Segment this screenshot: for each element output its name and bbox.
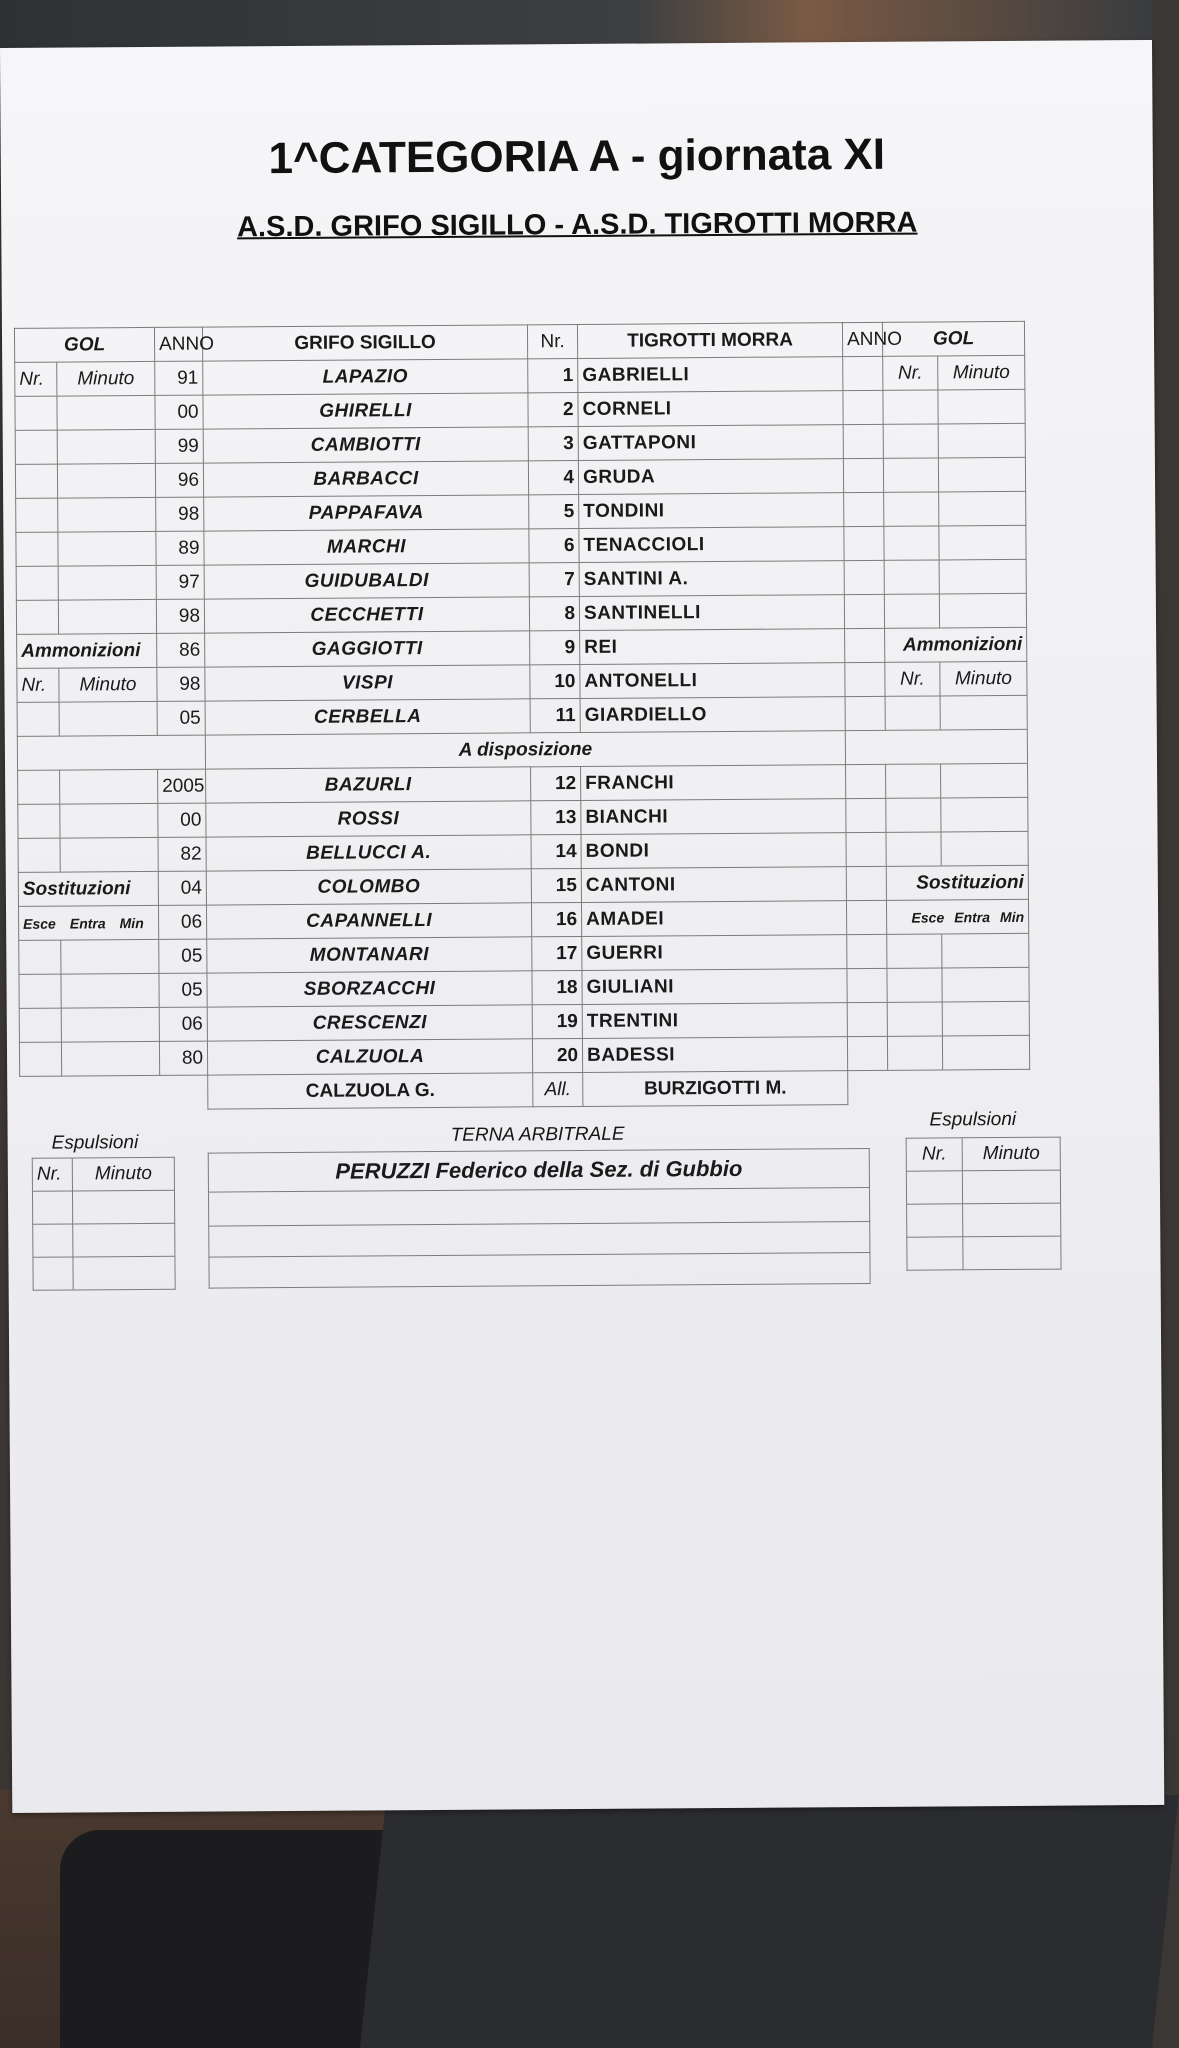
home-player-year: 91: [155, 361, 203, 395]
player-number: 5: [529, 494, 579, 528]
home-gol-nr-header: Nr.: [15, 362, 57, 396]
home-player-name: CECCHETTI: [204, 597, 529, 633]
home-player-year: 98: [156, 497, 204, 531]
player-number: 14: [531, 834, 581, 868]
player-number: 6: [529, 528, 579, 562]
left-blank: [17, 735, 205, 770]
away-player-name: GUERRI: [582, 935, 847, 971]
away-event-min: [938, 457, 1025, 492]
home-event-min: [60, 803, 158, 838]
referee-name: PERUZZI Federico della Sez. di Gubbio: [208, 1148, 869, 1192]
away-player-name: FRANCHI: [581, 765, 846, 801]
away-player-name: TRENTINI: [582, 1003, 847, 1039]
away-event-min: [939, 525, 1026, 560]
away-exp-cell: [906, 1171, 962, 1204]
player-number: 20: [532, 1038, 582, 1072]
home-player-name: BELLUCCI A.: [206, 835, 531, 871]
away-ammonizioni-label: Ammonizioni: [885, 627, 1027, 662]
home-player-year: 05: [157, 701, 205, 735]
away-team-header: TIGROTTI MORRA: [577, 323, 842, 359]
match-sheet-paper: [0, 40, 1164, 1813]
home-event-nr: [16, 532, 58, 566]
home-sub-entra-header: Entra: [69, 914, 106, 932]
away-player-name: GRUDA: [578, 459, 843, 495]
home-exp-nr-header: Nr.: [32, 1158, 72, 1191]
player-number: 9: [530, 630, 580, 664]
away-sostituzioni-label: Sostituzioni: [886, 865, 1028, 900]
away-event-nr: [887, 1002, 942, 1036]
home-gol-min-header: Minuto: [57, 361, 155, 396]
away-event-min: [941, 763, 1028, 798]
away-player-year: [844, 560, 884, 594]
away-event-min: [941, 831, 1028, 866]
away-player-name: BADESSI: [582, 1037, 847, 1073]
away-event-min: [941, 797, 1028, 832]
home-player-year: 89: [156, 531, 204, 565]
away-exp-cell: [963, 1236, 1061, 1270]
away-expulsions-grid: [906, 1137, 1062, 1271]
away-amm-min-header: Minuto: [940, 661, 1027, 696]
away-gol-nr-header: Nr.: [883, 356, 938, 390]
coach-right-blank: [848, 1069, 1030, 1104]
coach-left-blank: [20, 1075, 208, 1110]
away-player-year: [847, 968, 887, 1002]
match-title: [1, 205, 1153, 246]
away-player-name: GATTAPONI: [578, 425, 843, 461]
home-event-nr: [19, 1008, 61, 1042]
away-event-min: [942, 1035, 1029, 1070]
away-player-name: CORNELI: [578, 391, 843, 427]
home-player-year: 97: [156, 565, 204, 599]
home-player-name: CERBELLA: [205, 699, 530, 735]
home-exp-cell: [73, 1256, 175, 1290]
player-number: 2: [528, 392, 578, 426]
home-event-nr: [16, 566, 58, 600]
player-number: 16: [531, 902, 581, 936]
referee-assistant-3: [209, 1252, 870, 1288]
home-event-min: [57, 395, 155, 430]
away-gol-min-header: Minuto: [938, 355, 1025, 390]
away-player-year: [844, 526, 884, 560]
player-number: 4: [528, 460, 578, 494]
away-player-name: TONDINI: [579, 493, 844, 529]
away-event-nr: [887, 968, 942, 1002]
away-event-nr: [886, 764, 941, 798]
sheet-title: 1^CATEGORIA A - giornata XI: [268, 129, 886, 184]
home-event-nr: [15, 464, 57, 498]
home-sub-esce-header: Esce: [23, 915, 56, 932]
away-event-nr: [884, 560, 939, 594]
away-player-year: [846, 866, 886, 900]
home-event-nr: [19, 940, 61, 974]
away-player-year: [844, 594, 884, 628]
away-player-year: [843, 458, 883, 492]
player-number: 12: [531, 766, 581, 800]
away-player-name: AMADEI: [581, 901, 846, 937]
away-player-name: TENACCIOLI: [579, 527, 844, 563]
background-dark-object: [360, 1795, 1179, 2048]
away-exp-cell: [907, 1204, 963, 1237]
player-number: 10: [530, 664, 580, 698]
home-gol-header: GOL: [14, 327, 154, 362]
home-player-name: VISPI: [205, 665, 530, 701]
referee-grid: [208, 1148, 871, 1289]
home-event-min: [61, 1007, 159, 1042]
coaches-row: [20, 1069, 1030, 1110]
player-number: 19: [532, 1004, 582, 1038]
away-player-year: [846, 764, 886, 798]
away-event-nr: [883, 424, 938, 458]
home-exp-cell: [32, 1191, 72, 1224]
away-event-min: [942, 967, 1029, 1002]
home-event-nr: [15, 430, 57, 464]
away-player-year: [845, 696, 885, 730]
home-event-min: [61, 1041, 159, 1076]
home-sub-header: [18, 905, 158, 940]
away-player-year: [844, 492, 884, 526]
player-number: 3: [528, 426, 578, 460]
home-player-name: PAPPAFAVA: [204, 495, 529, 531]
away-event-min: [939, 491, 1026, 526]
away-event-nr: [884, 526, 939, 560]
away-player-name: ANTONELLI: [580, 663, 845, 699]
home-event-nr: [15, 396, 57, 430]
coach-label: All.: [533, 1072, 583, 1106]
away-event-nr: [884, 492, 939, 526]
away-exp-cell: [962, 1170, 1060, 1204]
home-player-year: 00: [158, 803, 206, 837]
home-player-year: 06: [159, 905, 207, 939]
home-player-year: 98: [156, 599, 204, 633]
away-event-min: [940, 695, 1027, 730]
away-event-min: [942, 933, 1029, 968]
away-amm-nr-header: Nr.: [885, 662, 940, 696]
home-player-name: CRESCENZI: [207, 1005, 532, 1041]
away-player-name: GABRIELLI: [578, 357, 843, 393]
away-player-name: BIANCHI: [581, 799, 846, 835]
home-amm-nr-header: Nr.: [17, 668, 59, 702]
home-player-name: LAPAZIO: [203, 359, 528, 395]
player-number: 8: [529, 596, 579, 630]
away-event-nr: [883, 390, 938, 424]
away-event-min: [938, 389, 1025, 424]
home-expulsions-label: Espulsioni: [51, 1132, 139, 1154]
away-player-year: [847, 1002, 887, 1036]
away-event-nr: [883, 458, 938, 492]
away-player-year: [847, 934, 887, 968]
home-player-year: 99: [155, 429, 203, 463]
home-player-name: ROSSI: [206, 801, 531, 837]
away-player-year: [843, 356, 883, 390]
home-event-min: [58, 531, 156, 566]
player-number: 17: [532, 936, 582, 970]
home-player-year: 86: [157, 633, 205, 667]
away-player-name: BONDI: [581, 833, 846, 869]
home-player-name: CAPANNELLI: [207, 903, 532, 939]
away-player-year: [843, 424, 883, 458]
away-event-min: [939, 559, 1026, 594]
away-anno-header: ANNO: [842, 322, 882, 356]
away-exp-cell: [907, 1237, 963, 1270]
home-expulsions-grid: [32, 1157, 176, 1291]
away-player-name: SANTINI A.: [579, 561, 844, 597]
away-player-year: [845, 628, 885, 662]
home-event-nr: [19, 974, 61, 1008]
player-number: 18: [532, 970, 582, 1004]
home-player-year: 00: [155, 395, 203, 429]
away-exp-cell: [963, 1203, 1061, 1237]
player-number: 11: [530, 698, 580, 732]
away-player-name: GIULIANI: [582, 969, 847, 1005]
home-exp-cell: [73, 1223, 175, 1257]
away-event-nr: [884, 594, 939, 628]
home-player-year: 96: [155, 463, 203, 497]
away-player-name: GIARDIELLO: [580, 697, 845, 733]
away-event-nr: [887, 1036, 942, 1070]
home-player-name: GHIRELLI: [203, 393, 528, 429]
home-coach: CALZUOLA G.: [208, 1073, 533, 1109]
home-event-nr: [18, 804, 60, 838]
home-event-nr: [19, 1042, 61, 1076]
home-player-name: MARCHI: [204, 529, 529, 565]
home-sostituzioni-label: Sostituzioni: [18, 871, 158, 906]
home-player-year: 05: [159, 939, 207, 973]
home-anno-header: ANNO: [154, 327, 202, 361]
home-player-year: 98: [157, 667, 205, 701]
home-sub-min-header: Min: [119, 914, 144, 931]
home-event-min: [60, 769, 158, 804]
home-player-year: 05: [159, 973, 207, 1007]
home-player-year: 06: [159, 1007, 207, 1041]
home-player-name: GUIDUBALDI: [204, 563, 529, 599]
referee-label: TERNA ARBITRALE: [450, 1123, 625, 1146]
match-title-text: A.S.D. GRIFO SIGILLO - A.S.D. TIGROTTI MORRA: [236, 206, 918, 244]
a-disposizione-label: A disposizione: [205, 731, 845, 769]
home-player-year: 82: [158, 837, 206, 871]
player-number: 1: [528, 358, 578, 392]
away-player-name: CANTONI: [581, 867, 846, 903]
away-event-min: [939, 593, 1026, 628]
home-event-min: [59, 701, 157, 736]
away-player-year: [846, 832, 886, 866]
home-player-name: BARBACCI: [203, 461, 528, 497]
away-player-name: SANTINELLI: [579, 595, 844, 631]
away-player-year: [846, 900, 886, 934]
away-player-year: [846, 798, 886, 832]
away-exp-min-header: Minuto: [962, 1137, 1060, 1171]
home-player-name: COLOMBO: [206, 869, 531, 905]
home-player-name: CALZUOLA: [207, 1039, 532, 1075]
away-gol-header: GOL: [882, 321, 1024, 356]
away-player-year: [847, 1036, 887, 1070]
home-team-header: GRIFO SIGILLO: [202, 325, 527, 361]
home-event-min: [61, 939, 159, 974]
away-player-year: [843, 390, 883, 424]
home-exp-cell: [33, 1224, 73, 1257]
home-ammonizioni-label: Ammonizioni: [17, 633, 157, 668]
away-expulsions-label: Espulsioni: [929, 1108, 1017, 1131]
home-player-name: BAZURLI: [206, 767, 531, 803]
away-event-nr: [886, 832, 941, 866]
home-event-min: [58, 497, 156, 532]
away-sub-header: [886, 899, 1028, 934]
away-event-min: [938, 423, 1025, 458]
home-exp-cell: [72, 1190, 174, 1224]
home-event-min: [57, 429, 155, 464]
home-player-name: CAMBIOTTI: [203, 427, 528, 463]
away-player-year: [845, 662, 885, 696]
home-player-name: SBORZACCHI: [207, 971, 532, 1007]
away-event-nr: [887, 934, 942, 968]
player-number: 15: [531, 868, 581, 902]
away-event-nr: [885, 696, 940, 730]
right-blank: [845, 729, 1027, 764]
home-event-nr: [18, 838, 60, 872]
home-event-min: [61, 973, 159, 1008]
away-event-nr: [886, 798, 941, 832]
home-player-year: 2005: [158, 769, 206, 803]
home-event-nr: [17, 702, 59, 736]
home-event-nr: [16, 498, 58, 532]
lineup-table: [14, 321, 1030, 1111]
away-coach: BURZIGOTTI M.: [583, 1071, 848, 1107]
home-event-min: [58, 599, 156, 634]
player-number: 7: [529, 562, 579, 596]
home-event-min: [60, 837, 158, 872]
away-event-min: [942, 1001, 1029, 1036]
home-event-min: [58, 565, 156, 600]
away-exp-nr-header: Nr.: [906, 1138, 962, 1171]
home-exp-min-header: Minuto: [72, 1157, 174, 1191]
home-amm-min-header: Minuto: [59, 667, 157, 702]
player-number: 13: [531, 800, 581, 834]
home-player-name: MONTANARI: [207, 937, 532, 973]
home-player-year: 80: [159, 1041, 207, 1075]
away-sub-esce-header: Esce: [911, 908, 945, 926]
nr-header: Nr.: [527, 324, 577, 358]
home-exp-cell: [33, 1257, 73, 1290]
away-sub-entra-header: Entra: [954, 908, 991, 925]
home-event-nr: [18, 770, 60, 804]
home-event-min: [57, 463, 155, 498]
referee-assistant-1: [208, 1187, 869, 1226]
referee-assistant-2: [209, 1221, 870, 1257]
home-player-name: GAGGIOTTI: [205, 631, 530, 667]
away-player-name: REI: [580, 629, 845, 665]
home-player-year: 04: [158, 871, 206, 905]
home-event-nr: [16, 600, 58, 634]
away-sub-min-header: Min: [999, 908, 1025, 925]
